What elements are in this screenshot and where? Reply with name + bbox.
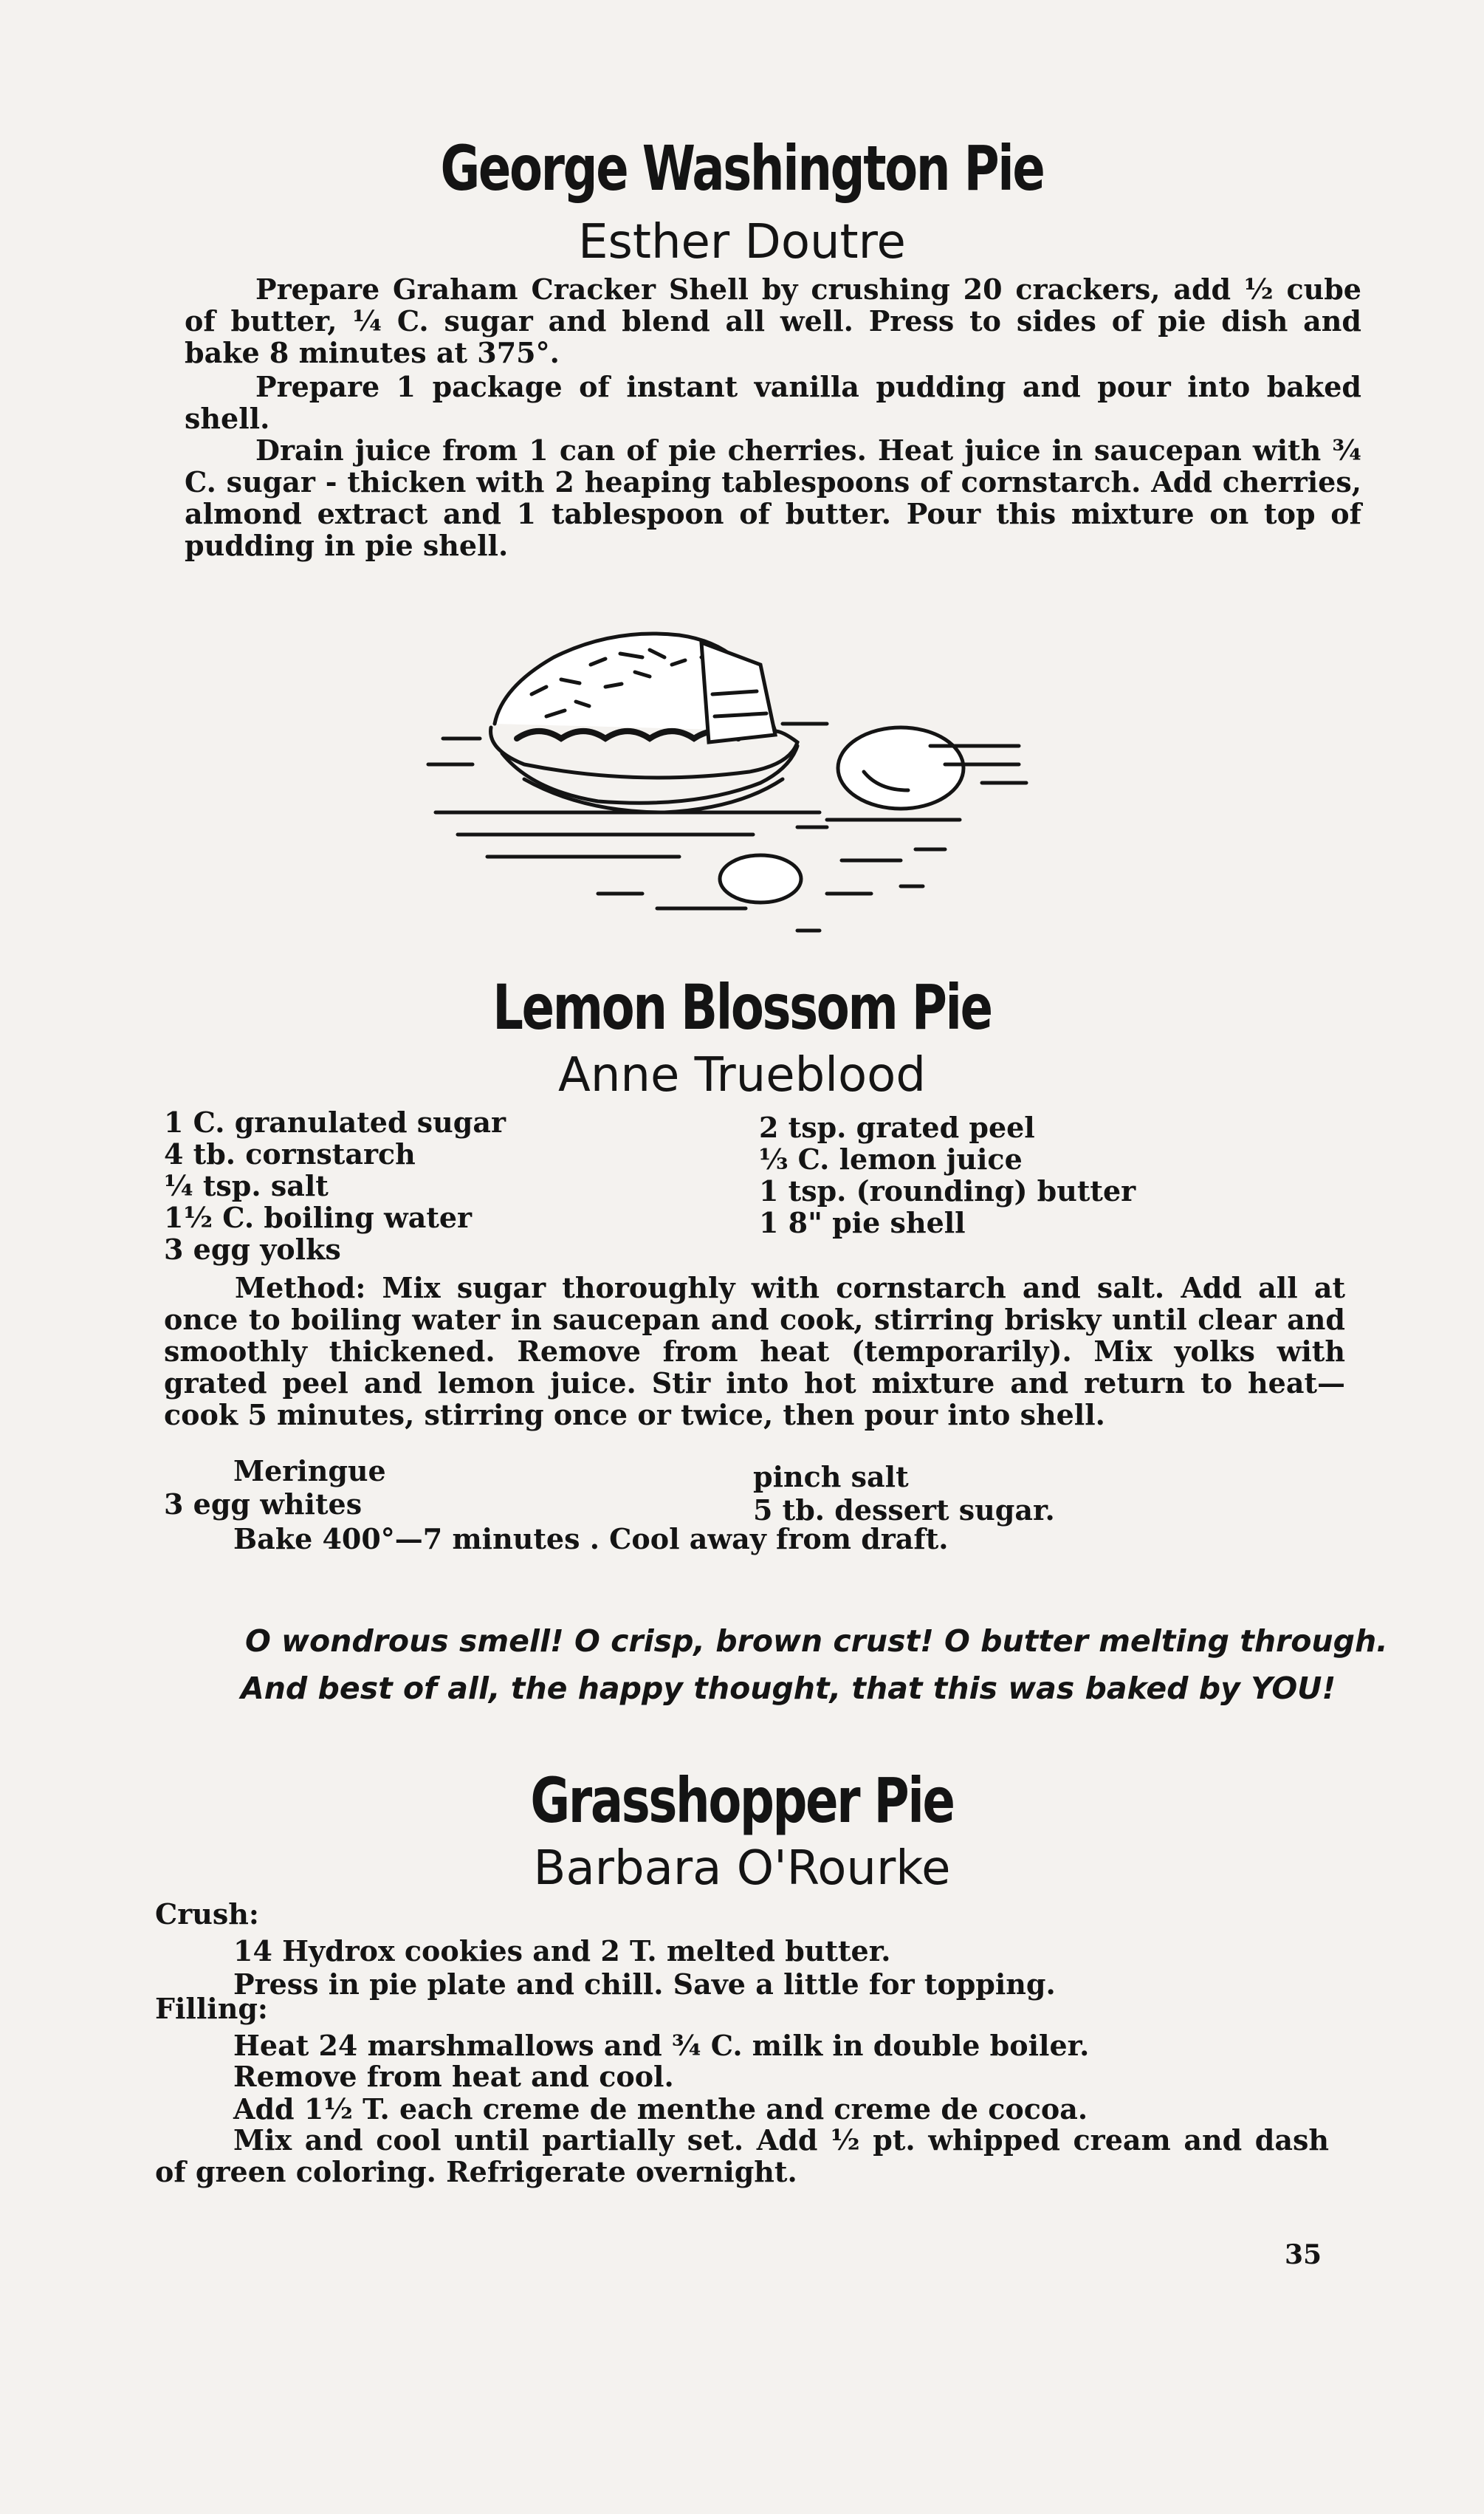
meringue-ingredient: 5 tb. dessert sugar. [753, 1493, 1055, 1527]
recipe-title: Lemon Blossom Pie [492, 971, 992, 1044]
recipe-step: Mix and cool until partially set. Add ½ pt. whipped cream and dash of green coloring. Refrigerate overnight. [155, 2123, 1329, 2188]
ingredient-list [759, 1112, 1136, 1239]
list-item: 1 8" pie shell [759, 1206, 966, 1239]
page-number: 35 [1285, 2239, 1322, 2270]
list-item: 1 tsp. (rounding) butter [759, 1174, 1136, 1208]
meringue-ingredient: 3 egg whites [164, 1487, 363, 1521]
method-emphasis: all at once [164, 1271, 1345, 1336]
recipe-author: Anne Trueblood [558, 1048, 926, 1103]
list-item: ¼ tsp. salt [164, 1169, 329, 1202]
section-label: Crush: [155, 1897, 259, 1931]
recipe-method [164, 1272, 1345, 1431]
recipe-author: Barbara O'Rourke [533, 1841, 951, 1896]
list-item: 3 egg yolks [164, 1233, 341, 1266]
recipe-title: George Washington Pie [440, 132, 1044, 205]
recipe-step: Heat 24 marshmallows and ¾ C. milk in double boiler. [233, 2029, 1090, 2062]
recipe-title: Grasshopper Pie [530, 1764, 954, 1837]
recipe-step: Add 1½ T. each creme de menthe and creme de cocoa. [233, 2092, 1088, 2126]
recipe-step: 14 Hydrox cookies and 2 T. melted butter. [233, 1934, 891, 1967]
meringue-label: Meringue [233, 1454, 386, 1487]
section-label: Filling: [155, 1992, 268, 2025]
poem-line: O wondrous smell! O crisp, brown crust! O butter melting through. [245, 1623, 1388, 1659]
recipe-paragraph: Prepare Graham Cracker Shell by crushing 20 crackers, add ½ cube of butter, ¼ C. sugar and blend all well. Press to sides of pie dish and bake 8 minutes at 375°. [185, 273, 1361, 369]
list-item: 1 C. granulated sugar [164, 1106, 506, 1139]
recipe-step: Remove from heat and cool. [233, 2060, 674, 2093]
list-item: 2 tsp. grated peel [759, 1111, 1035, 1144]
ingredient-list [164, 1106, 506, 1265]
list-item: ⅓ C. lemon juice [759, 1143, 1023, 1176]
bake-note: Bake 400°—7 minutes . Cool away from draft. [233, 1522, 949, 1555]
meringue-ingredient: pinch salt [753, 1460, 909, 1493]
method-label: Method: [235, 1271, 366, 1304]
method-text: to boiling water in saucepan and cook, stirring brisky until clear and smoothly thickened. Remove from heat (temporarily). Mix yolks with grated peel and lemon juice. Stir into hot mixture and return to heat—cook 5 minutes, stirring once or twice, then pour into shell. [164, 1303, 1345, 1431]
recipe-author: Esther Doutre [578, 215, 906, 270]
list-item: 4 tb. cornstarch [164, 1137, 416, 1171]
list-item: 1½ C. boiling water [164, 1201, 473, 1234]
method-text: Mix sugar thoroughly with cornstarch and salt. Add [365, 1271, 1259, 1304]
poem-line: And best of all, the happy thought, that this was baked by YOU! [241, 1671, 1336, 1706]
recipe-paragraph: Prepare 1 package of instant vanilla pudding and pour into baked shell. [185, 370, 1361, 435]
recipe-step: Press in pie plate and chill. Save a little for topping. [233, 1967, 1056, 2001]
pie-illustration [413, 613, 1063, 938]
recipe-paragraph: Drain juice from 1 can of pie cherries. Heat juice in saucepan with ¾ C. sugar - thicken with 2 heaping tablespoons of cornstarch. Add cherries, almond extract and 1 tablespoon of butter. Pour this mixture on top of pudding in pie shell. [185, 434, 1361, 562]
